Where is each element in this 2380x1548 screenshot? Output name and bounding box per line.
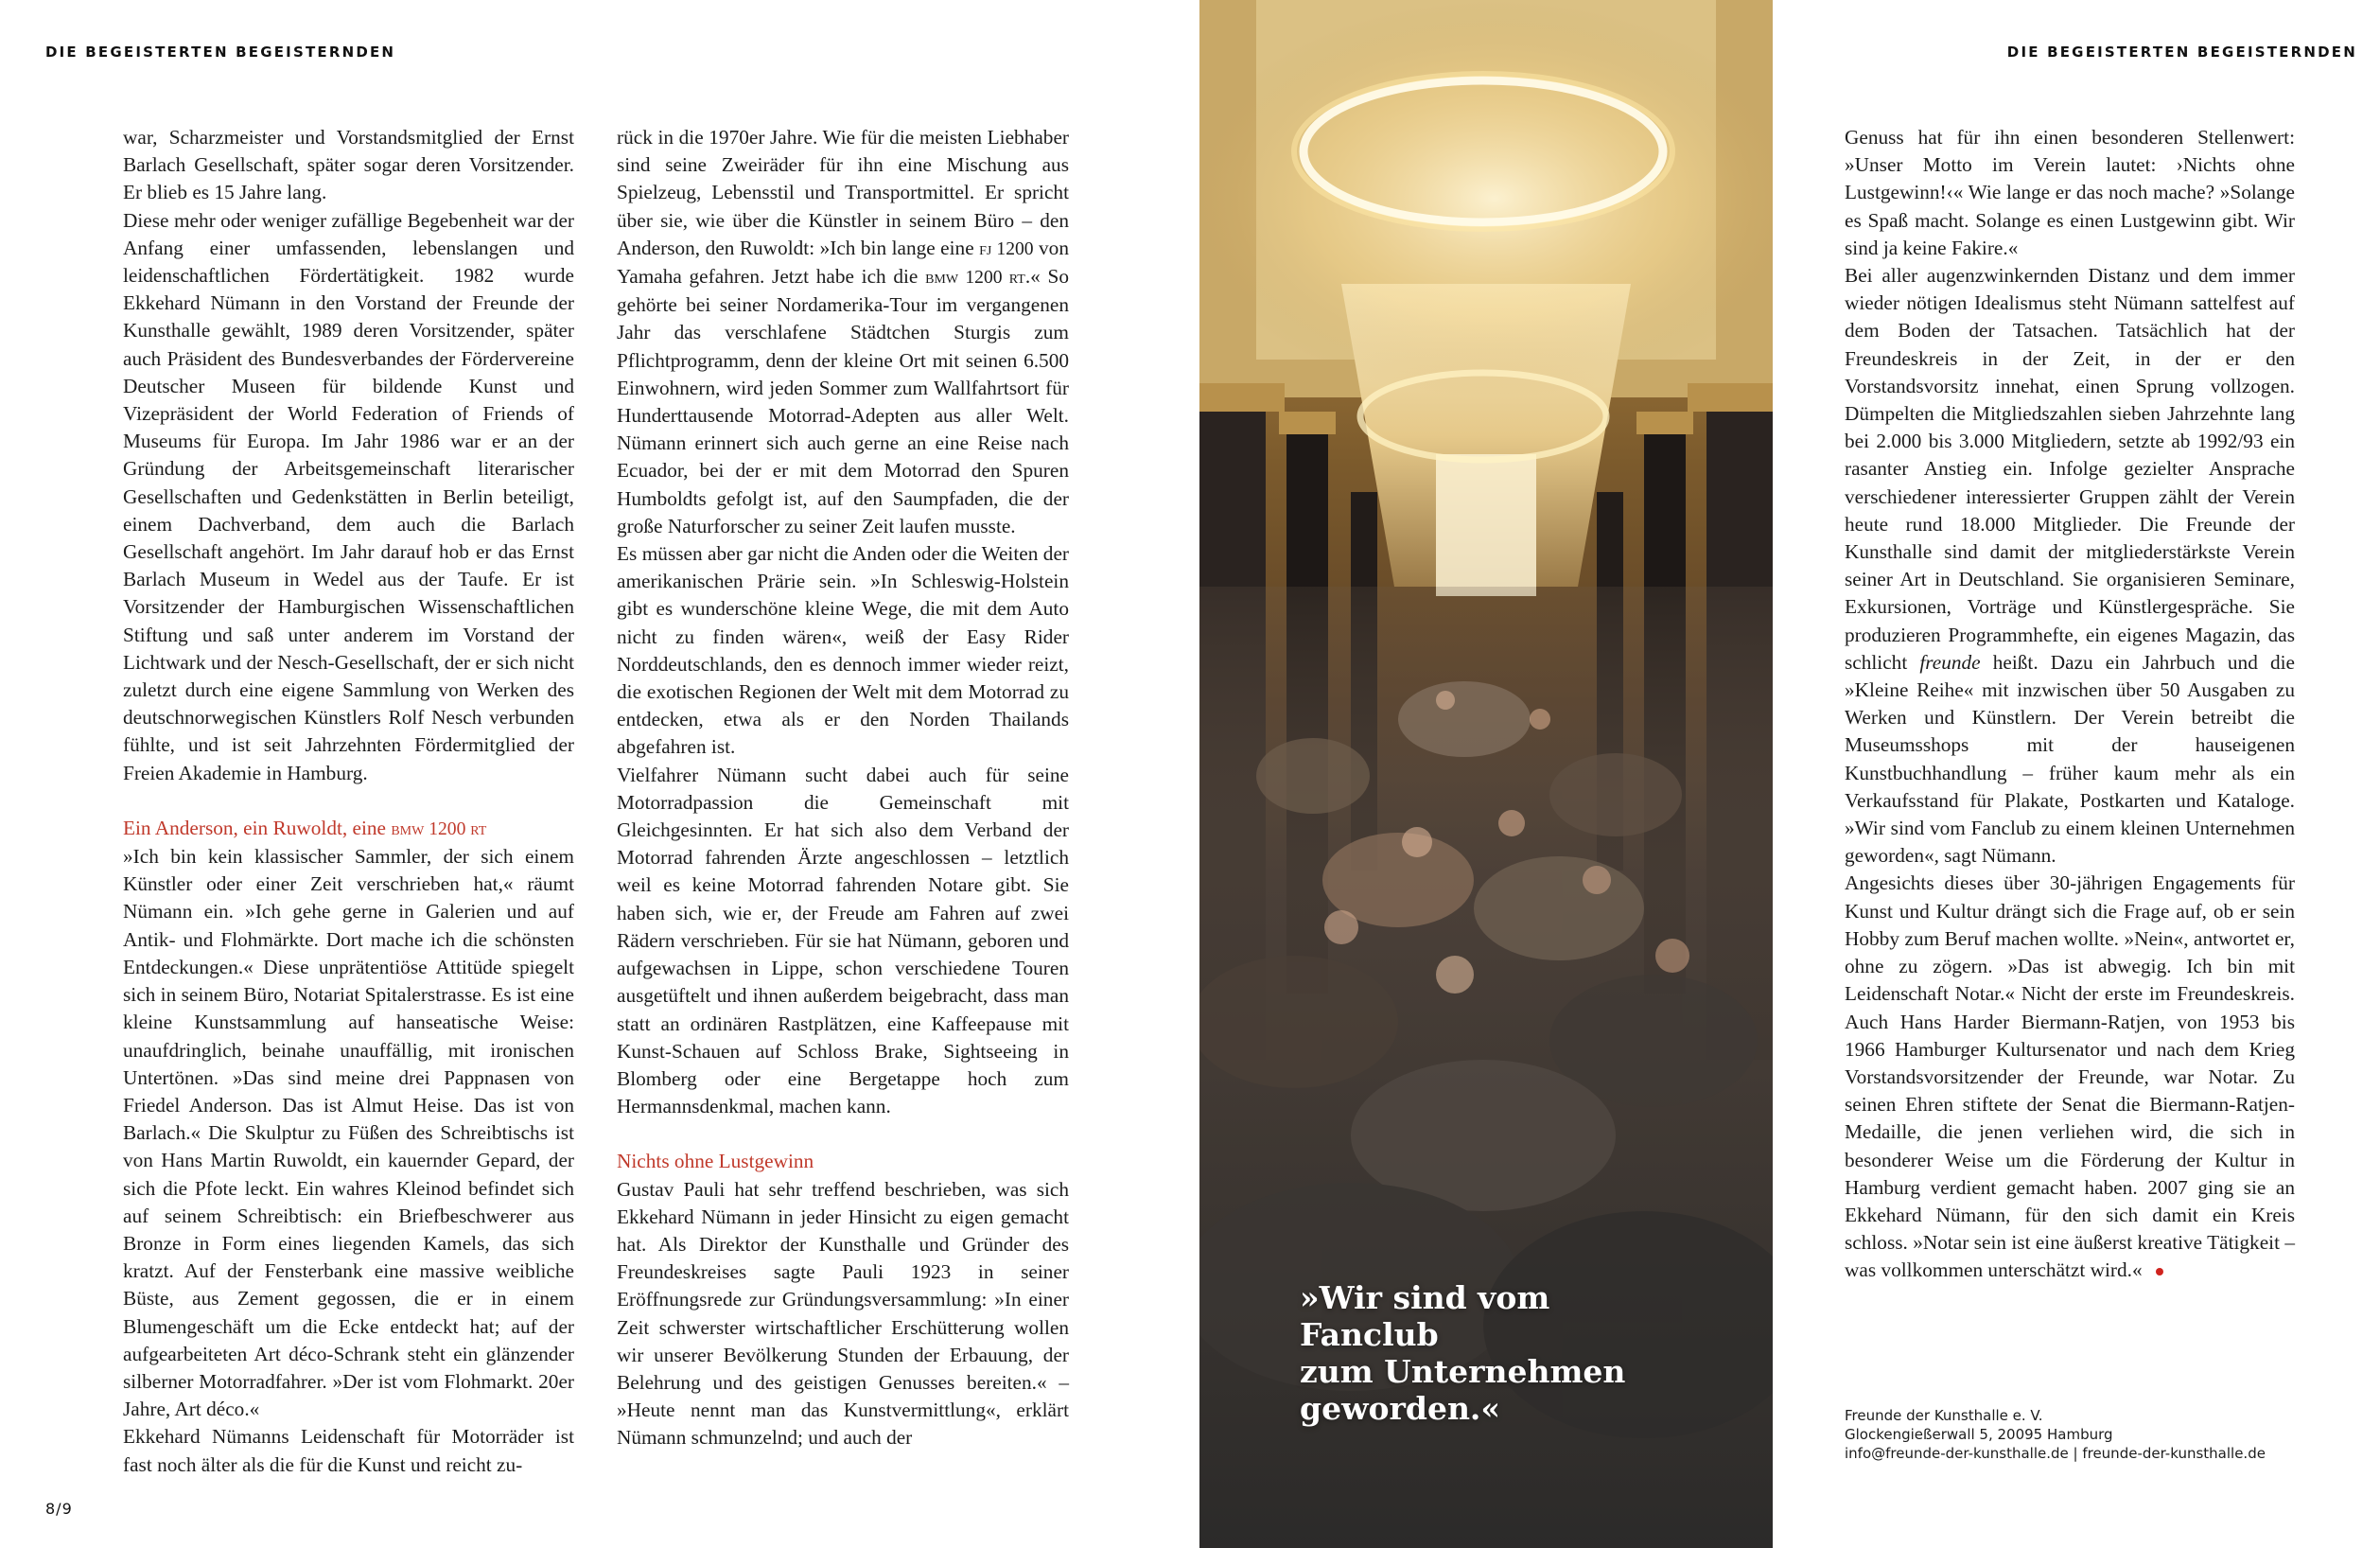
pull-quote-line: zum Unternehmen: [1300, 1353, 1626, 1390]
end-mark-dot-icon: [2156, 1268, 2163, 1275]
page-number: 8/9: [45, 1500, 73, 1518]
running-head-left: DIE BEGEISTERTEN BEGEISTERNDEN: [45, 44, 396, 61]
paragraph: Ekkehard Nümanns Leidenschaft für Motorräder ist fast noch älter als die für die Kunst und reicht zu-: [123, 1425, 574, 1476]
address-contact: info@freunde-der-kunsthalle.de | freunde-der-kunsthalle.de: [1845, 1445, 2266, 1462]
address-street: Glockengießerwall 5, 20095 Hamburg: [1845, 1426, 2113, 1443]
subheading-anderson: Ein Anderson, ein Ruwoldt, eine bmw 1200 rt: [123, 816, 487, 839]
paragraph: Gustav Pauli hat sehr treffend beschrieben, was sich Ekkehard Nümann in jeder Hinsicht zu eigen gemacht hat. Als Direktor der Kunsthalle und Gründer des Freundeskreises sagte Pauli 1923 in seiner Eröffnungsrede zur Gründungsversammlung: »In einer Zeit schwerster wirtschaftlicher Erschütterung wollen wir unserer Bevölkerung Stunden der Erbauung, der Belehrung und des geistigen Genusses bereiten.« – »Heute nennt man das Kunstvermittlung«, erklärt Nümann schmunzelnd; und auch der: [617, 1177, 1069, 1450]
pull-quote: [1300, 1279, 1697, 1427]
subheading-lustgewinn: Nichts ohne Lustgewinn: [617, 1150, 814, 1173]
pull-quote-line: »Wir sind vom Fanclub: [1300, 1279, 1550, 1353]
paragraph: Genuss hat für ihn einen besonderen Stellenwert: »Unser Motto im Verein lautet: ›Nichts ohne Lustgewinn!‹« Wie lange er das noch mache? »Solange es Spaß macht. Solange es einen Lustgewinn gibt. Wir sind ja keine Fakire.«: [1845, 126, 2295, 259]
address-org: Freunde der Kunsthalle e. V.: [1845, 1407, 2043, 1424]
pull-quote-line: geworden.«: [1300, 1390, 1501, 1427]
paragraph: Diese mehr oder weniger zufällige Begebenheit war der Anfang einer umfassenden, lebenslangen und leidenschaftlichen Fördertätigkeit. 1982 wurde Ekkehard Nümann in den Vorstand der Freunde der Kunsthalle gewählt, 1989 deren Vorsitzender, später auch Präsident des Bundesverbandes der Fördervereine Deutscher Museen für bildende Kunst und Vizepräsident der World Federation of Friends of Museums für Europa. Im Jahr 1986 war er an der Gründung der Arbeitsgemeinschaft literarischer Gesellschaften und Gedenkstätten in Berlin beteiligt, einem Dachverband, dem auch die Barlach Gesellschaft angehört. Im Jahr darauf hob er das Ernst Barlach Museum in Wedel aus der Taufe. Er ist Vorsitzender der Hamburgischen Wissenschaftlichen Stiftung und saß unter anderem im Vorstand der Lichtwark und der Nesch-Gesellschaft, der er sich nicht zuletzt durch eine eigene Sammlung von Werken des deutschnorwegischen Künstlers Rolf Nesch verbunden fühlte, und ist seit Jahrzehnten Fördermitglied der Freien Akademie in Hamburg.: [123, 208, 574, 784]
paragraph: Angesichts dieses über 30-jährigen Engagements für Kunst und Kultur drängt sich die Frage auf, ob er sein Hobby zum Beruf machen wollte. »Nein«, antwortet er, ohne zu zögern. »Das ist abwegig. Ich bin mit Leidenschaft Notar.« Nicht der erste im Freundeskreis. Auch Hans Harder Biermann-Ratjen, von 1953 bis 1966 Hamburger Kultursenator und nach dem Krieg Vorstandsvorsitzender der Freunde, war Notar. Zu seinen Ehren stiftete der Senat die Biermann-Ratjen-Medaille, die jenen verliehen wird, die sich in besonderer Weise um die Förderung der Kultur in Hamburg verdient gemacht haben. 2007 ging sie an Ekkehard Nümann, für den sich damit ein Kreis schloss. »Notar sein ist eine äußerst kreative Tätigkeit – was vollkommen unterschätzt wird.«: [1845, 871, 2295, 1282]
paragraph: Vielfahrer Nümann sucht dabei auch für seine Motorradpassion die Gemeinschaft mit Gleichgesinnten. Er hat sich also dem Verband der Motorrad fahrenden Ärzte angeschlossen – letztlich weil es keine Motorrad fahrenden Notare gibt. Sie haben sich, wie er, der Freude am Fahren auf zwei Rädern verschrieben. Für sie hat Nümann, geboren und aufgewachsen in Lippe, schon verschiedene Touren ausgetüftelt und ihnen außerdem beigebracht, dass man statt an ordinären Rastplätzen, eine Kaffeepause mit Kunst-Schauen auf Schloss Brake, Sightseeing in Blomberg oder eine Bergetappe hoch zum Hermannsdenkmal, machen kann.: [617, 763, 1069, 1118]
running-head-right: DIE BEGEISTERTEN BEGEISTERNDEN: [2006, 44, 2357, 61]
paragraph: rück in die 1970er Jahre. Wie für die meisten Liebhaber sind seine Zweiräder für ihn eine Mischung aus Spielzeug, Lebensstil und Transportmittel. Er spricht über sie, wie über die Künstler in seinem Büro – den Anderson, den Ruwoldt: »Ich bin lange eine fj 1200 von Yamaha gefahren. Jetzt habe ich die bmw 1200 rt.« So gehörte bei seiner Nordamerika-Tour im vergangenen Jahr das verschlafene Städtchen Sturgis zum Pflichtprogramm, denn der kleine Ort mit seinen 6.500 Einwohnern, wird jeden Sommer zum Wallfahrtsort für Hunderttausende Motorrad-Adepten aus aller Welt. Nümann erinnert sich auch gerne an eine Reise nach Ecuador, bei der er mit dem Motorrad den Spuren Humboldts gefolgt ist, auf den Saumpfaden, die der große Naturforscher zu seiner Zeit laufen musste.: [617, 126, 1070, 537]
paragraph: Bei aller augenzwinkernden Distanz und dem immer wieder nötigen Idealismus steht Nümann sattelfest auf dem Boden der Tatsachen. Tatsächlich hat der Freundeskreis in der Zeit, in der er den Vorstandsvorsitz innehat, einen Sprung vollzogen. Dümpelten die Mitgliedszahlen sieben Jahrzehnte lang bei 2.000 bis 3.000 Mitgliedern, setzte ab 1992/93 ein rasanter Anstieg ein. Infolge gezielter Ansprache verschiedener interessierter Gruppen zählt der Verein heute rund 18.000 Mitglieder. Die Freunde der Kunsthalle sind damit der mitgliederstärkste Verein seiner Art in Deutschland. Sie organisieren Seminare, Exkursionen, Vorträge und Künstlergespräche. Sie produzieren Programmhefte, ein eigenes Magazin, das schlicht freunde heißt. Dazu ein Jahrbuch und die »Kleine Reihe« mit inzwischen über 50 Ausgaben zu Werken und Künstlern. Der Verein betreibt die Museumsshops mit der hauseigenen Kunstbuchhandlung – früher kaum mehr als ein Verkaufsstand für Plakate, Postkarten und Kataloge. »Wir sind vom Fanclub zu einem kleinen Unternehmen geworden«, sagt Nümann.: [1845, 264, 2295, 868]
paragraph: »Ich bin kein klassischer Sammler, der sich einem Künstler oder einer Zeit verschrieben hat,« räumt Nümann ein. »Ich gehe gerne in Galerien und auf Antik- und Flohmärkte. Dort mache ich die schönsten Entdeckungen.« Diese unprätentiöse Attitüde spiegelt sich in seinem Büro, Notariat Spitalerstrasse. Es ist eine kleine Kunstsammlung auf hanseatische Weise: unaufdringlich, beinahe unauffällig, mit ironischen Untertönen. »Das sind meine drei Pappnasen von Friedel Anderson. Das ist Almut Heise. Das ist von Barlach.« Die Skulptur zu Füßen des Schreibtischs ist von Hans Martin Ruwoldt, ein kauernder Gepard, der sich die Pfote leckt. Ein wahres Kleinod befindet sich auf seinem Schreibtisch: ein Briefbeschwerer aus Bronze in Form eines liegenden Kamels, das sich kratzt. Auf der Fensterbank eine massive weibliche Büste, aus Zement gegossen, die er in einem Blumengeschäft um die Ecke entdeckt hat; auf der aufgearbeiteten Art déco-Schrank steht ein glänzender silberner Motorradfahrer. »Der ist vom Flohmarkt. 20er Jahre, Art déco.«: [123, 845, 574, 1421]
text-column-3: [1845, 124, 2295, 1285]
text-column-2: [617, 124, 1069, 1452]
paragraph: war, Scharzmeister und Vorstandsmitglied der Ernst Barlach Gesellschaft, später sogar deren Vorsitzender. Er blieb es 15 Jahre lang.: [123, 126, 574, 204]
paragraph: Es müssen aber gar nicht die Anden oder die Weiten der amerikanischen Prärie sein. »In Schleswig-Holstein gibt es wunderschöne kleine Wege, die mit dem Auto nicht zu finden wären«, weiß der Easy Rider Norddeutschlands, den es dennoch immer wieder reizt, die exotischen Regionen der Welt mit dem Motorrad zu entdecken, etwa als er den Norden Thailands abgefahren ist.: [617, 542, 1069, 759]
address-block: [1845, 1406, 2266, 1463]
text-column-1: [123, 124, 574, 1479]
